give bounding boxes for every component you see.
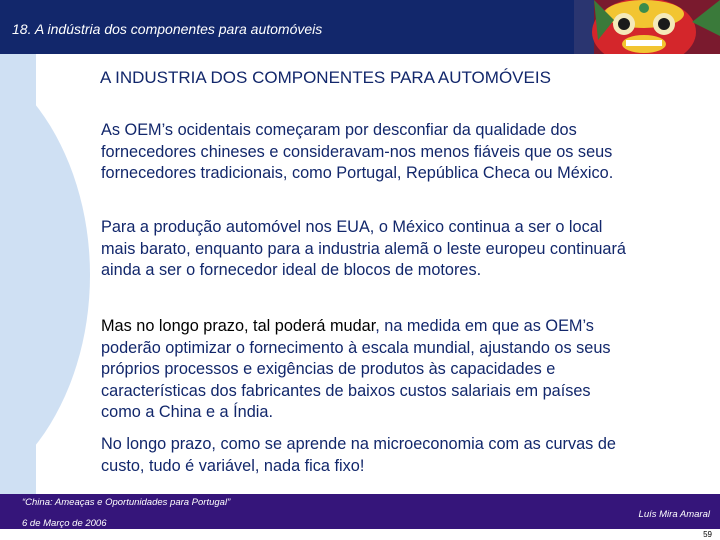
slide-heading: A INDUSTRIA DOS COMPONENTES PARA AUTOMÓVEIS	[100, 68, 551, 87]
presentation-date: 6 de Março de 2006	[22, 518, 107, 529]
chinese-lion-image	[574, 0, 720, 54]
paragraph-long-term-change	[101, 316, 631, 424]
header-bar	[0, 0, 720, 54]
presentation-title: “China: Ameaças e Oportunidades para Portugal”	[22, 497, 231, 508]
author-name: Luís Mira Amaral	[638, 509, 710, 520]
footer-bar	[0, 494, 720, 529]
page-number: 59	[703, 530, 712, 539]
decorative-background-strip	[0, 54, 36, 494]
paragraph-mexico-eastern-europe: Para a produção automóvel nos EUA, o México continua a ser o local mais barato, enquanto para a industria alemã o leste europeu continuará ainda a ser o fornecedor ideal de blocos de motores.	[101, 218, 626, 279]
emphasis-text: Mas no longo prazo, tal poderá mudar	[101, 317, 376, 335]
paragraph-oem-distrust: As OEM’s ocidentais começaram por desconfiar da qualidade dos fornecedores chineses e consideravam-nos menos fiáveis que os seus fornecedores tradicionais, como Portugal, República Checa ou México.	[101, 121, 614, 182]
paragraph-text: , na medida em que as OEM’s poderão optimizar o fornecimento à escala mundial, ajustando os seus próprios processos e exigências de produtos às capacidades e características dos fabricantes de baixos custos salariais em países como a China e a Índia.	[101, 317, 611, 421]
paragraph-microeconomics: No longo prazo, como se aprende na microeconomia com as curvas de custo, tudo é variável, nada fica fixo!	[101, 435, 616, 475]
slide-section-title: 18. A indústria dos componentes para automóveis	[12, 21, 323, 37]
